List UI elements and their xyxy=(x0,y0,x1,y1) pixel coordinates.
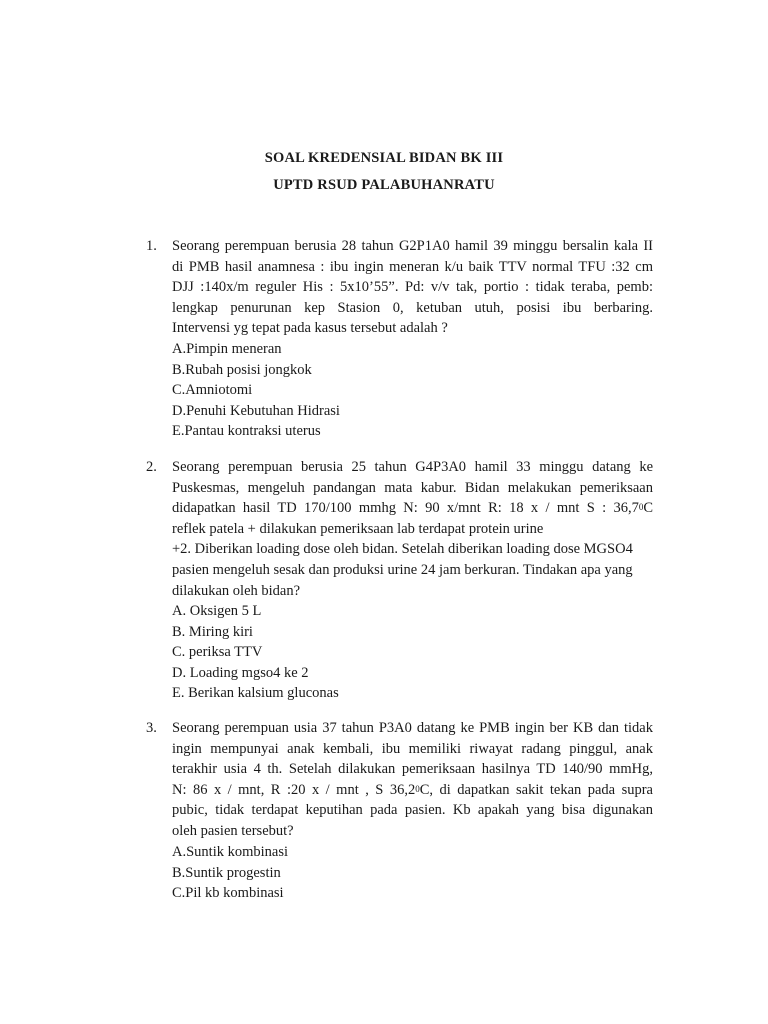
answer-option-e[interactable]: E. Berikan kalsium gluconas xyxy=(172,685,339,702)
answer-option-b[interactable]: B. Miring kiri xyxy=(172,623,253,640)
degree-superscript: 0 xyxy=(638,502,644,513)
document-subtitle: UPTD RSUD PALABUHANRATU xyxy=(273,177,495,193)
question-line-tail: C, di dapatkan sakit tekan pada supra xyxy=(419,781,653,798)
answer-options xyxy=(172,601,339,704)
question-line-text: N: 86 x / mnt, R :20 x / mnt , S 36,2 xyxy=(172,781,416,798)
question-line: ingin mempunyai anak kembali, ibu memiliki riwayat radang pinggul, anak xyxy=(172,740,653,757)
answer-option-c[interactable]: C. periksa TTV xyxy=(172,644,263,661)
answer-option-a[interactable]: A.Pimpin meneran xyxy=(172,341,282,357)
degree-superscript: 0 xyxy=(415,783,420,794)
answer-option-a[interactable]: A.Suntik kombinasi xyxy=(172,844,289,860)
question-line: Seorang perempuan usia 37 tahun P3A0 datang ke PMB ingin ber KB dan tidak xyxy=(172,720,653,736)
question-line xyxy=(172,780,653,801)
question-text xyxy=(172,718,653,842)
document-title: SOAL KREDENSIAL BIDAN BK III xyxy=(264,150,504,166)
question-line: DJJ :140x/m reguler His : 5x10’55”. Pd: v/v tak, portio : tidak teraba, pemb: xyxy=(172,279,653,296)
question-number: 3. xyxy=(146,720,157,736)
question-line: pasien mengeluh sesak dan produksi urine 24 jam berkuran. Tindakan apa yang xyxy=(172,561,633,578)
question-line: oleh pasien tersebut? xyxy=(172,822,294,839)
question-number: 1. xyxy=(146,238,157,254)
question-line: +2. Diberikan loading dose oleh bidan. Setelah diberikan loading dose MGSO4 xyxy=(172,541,633,558)
answer-option-b[interactable]: B.Rubah posisi jongkok xyxy=(172,361,312,378)
question-line: terakhir usia 4 th. Setelah dilakukan pemeriksaan hasilnya TD 140/90 mmHg, xyxy=(172,761,653,778)
question-line: dilakukan oleh bidan? xyxy=(172,582,301,599)
question-line: Intervensi yg tepat pada kasus tersebut adalah ? xyxy=(172,320,448,337)
answer-option-d[interactable]: D.Penuhi Kebutuhan Hidrasi xyxy=(172,402,340,419)
question-line: pubic, tidak terdapat keputihan pada pasien. Kb apakah yang bisa digunakan xyxy=(172,802,653,819)
answer-options xyxy=(172,339,340,442)
question-number: 2. xyxy=(146,459,157,475)
answer-option-c[interactable]: C.Amniotomi xyxy=(172,382,253,399)
question-line-text: didapatkan hasil TD 170/100 mmhg N: 90 x/mnt R: 18 x / mnt S : 36,7 xyxy=(172,500,639,517)
question-line-tail: C xyxy=(643,500,653,517)
answer-options xyxy=(172,842,288,904)
question-line: reflek patela + dilakukan pemeriksaan lab terdapat protein urine xyxy=(172,520,544,537)
question-line: lengkap penurunan kep Stasion 0, ketuban utuh, posisi ibu berbaring. xyxy=(172,299,653,316)
question-text xyxy=(172,457,653,601)
answer-option-e[interactable]: E.Pantau kontraksi uterus xyxy=(172,423,321,440)
answer-option-a[interactable]: A. Oksigen 5 L xyxy=(172,603,262,619)
answer-option-b[interactable]: B.Suntik progestin xyxy=(172,864,281,881)
question-text xyxy=(172,236,653,339)
question-line: Seorang perempuan berusia 25 tahun G4P3A0 hamil 33 minggu datang ke xyxy=(172,459,653,475)
question-line: Puskesmas, mengeluh pandangan mata kabur. Bidan melakukan pemeriksaan xyxy=(172,479,653,496)
question-line: Seorang perempuan berusia 28 tahun G2P1A0 hamil 39 minggu bersalin kala II xyxy=(172,238,653,254)
question-line: di PMB hasil anamnesa : ibu ingin meneran k/u baik TTV normal TFU :32 cm xyxy=(172,258,653,275)
answer-option-c[interactable]: C.Pil kb kombinasi xyxy=(172,885,284,902)
question-line xyxy=(172,498,653,519)
answer-option-d[interactable]: D. Loading mgso4 ke 2 xyxy=(172,664,309,681)
